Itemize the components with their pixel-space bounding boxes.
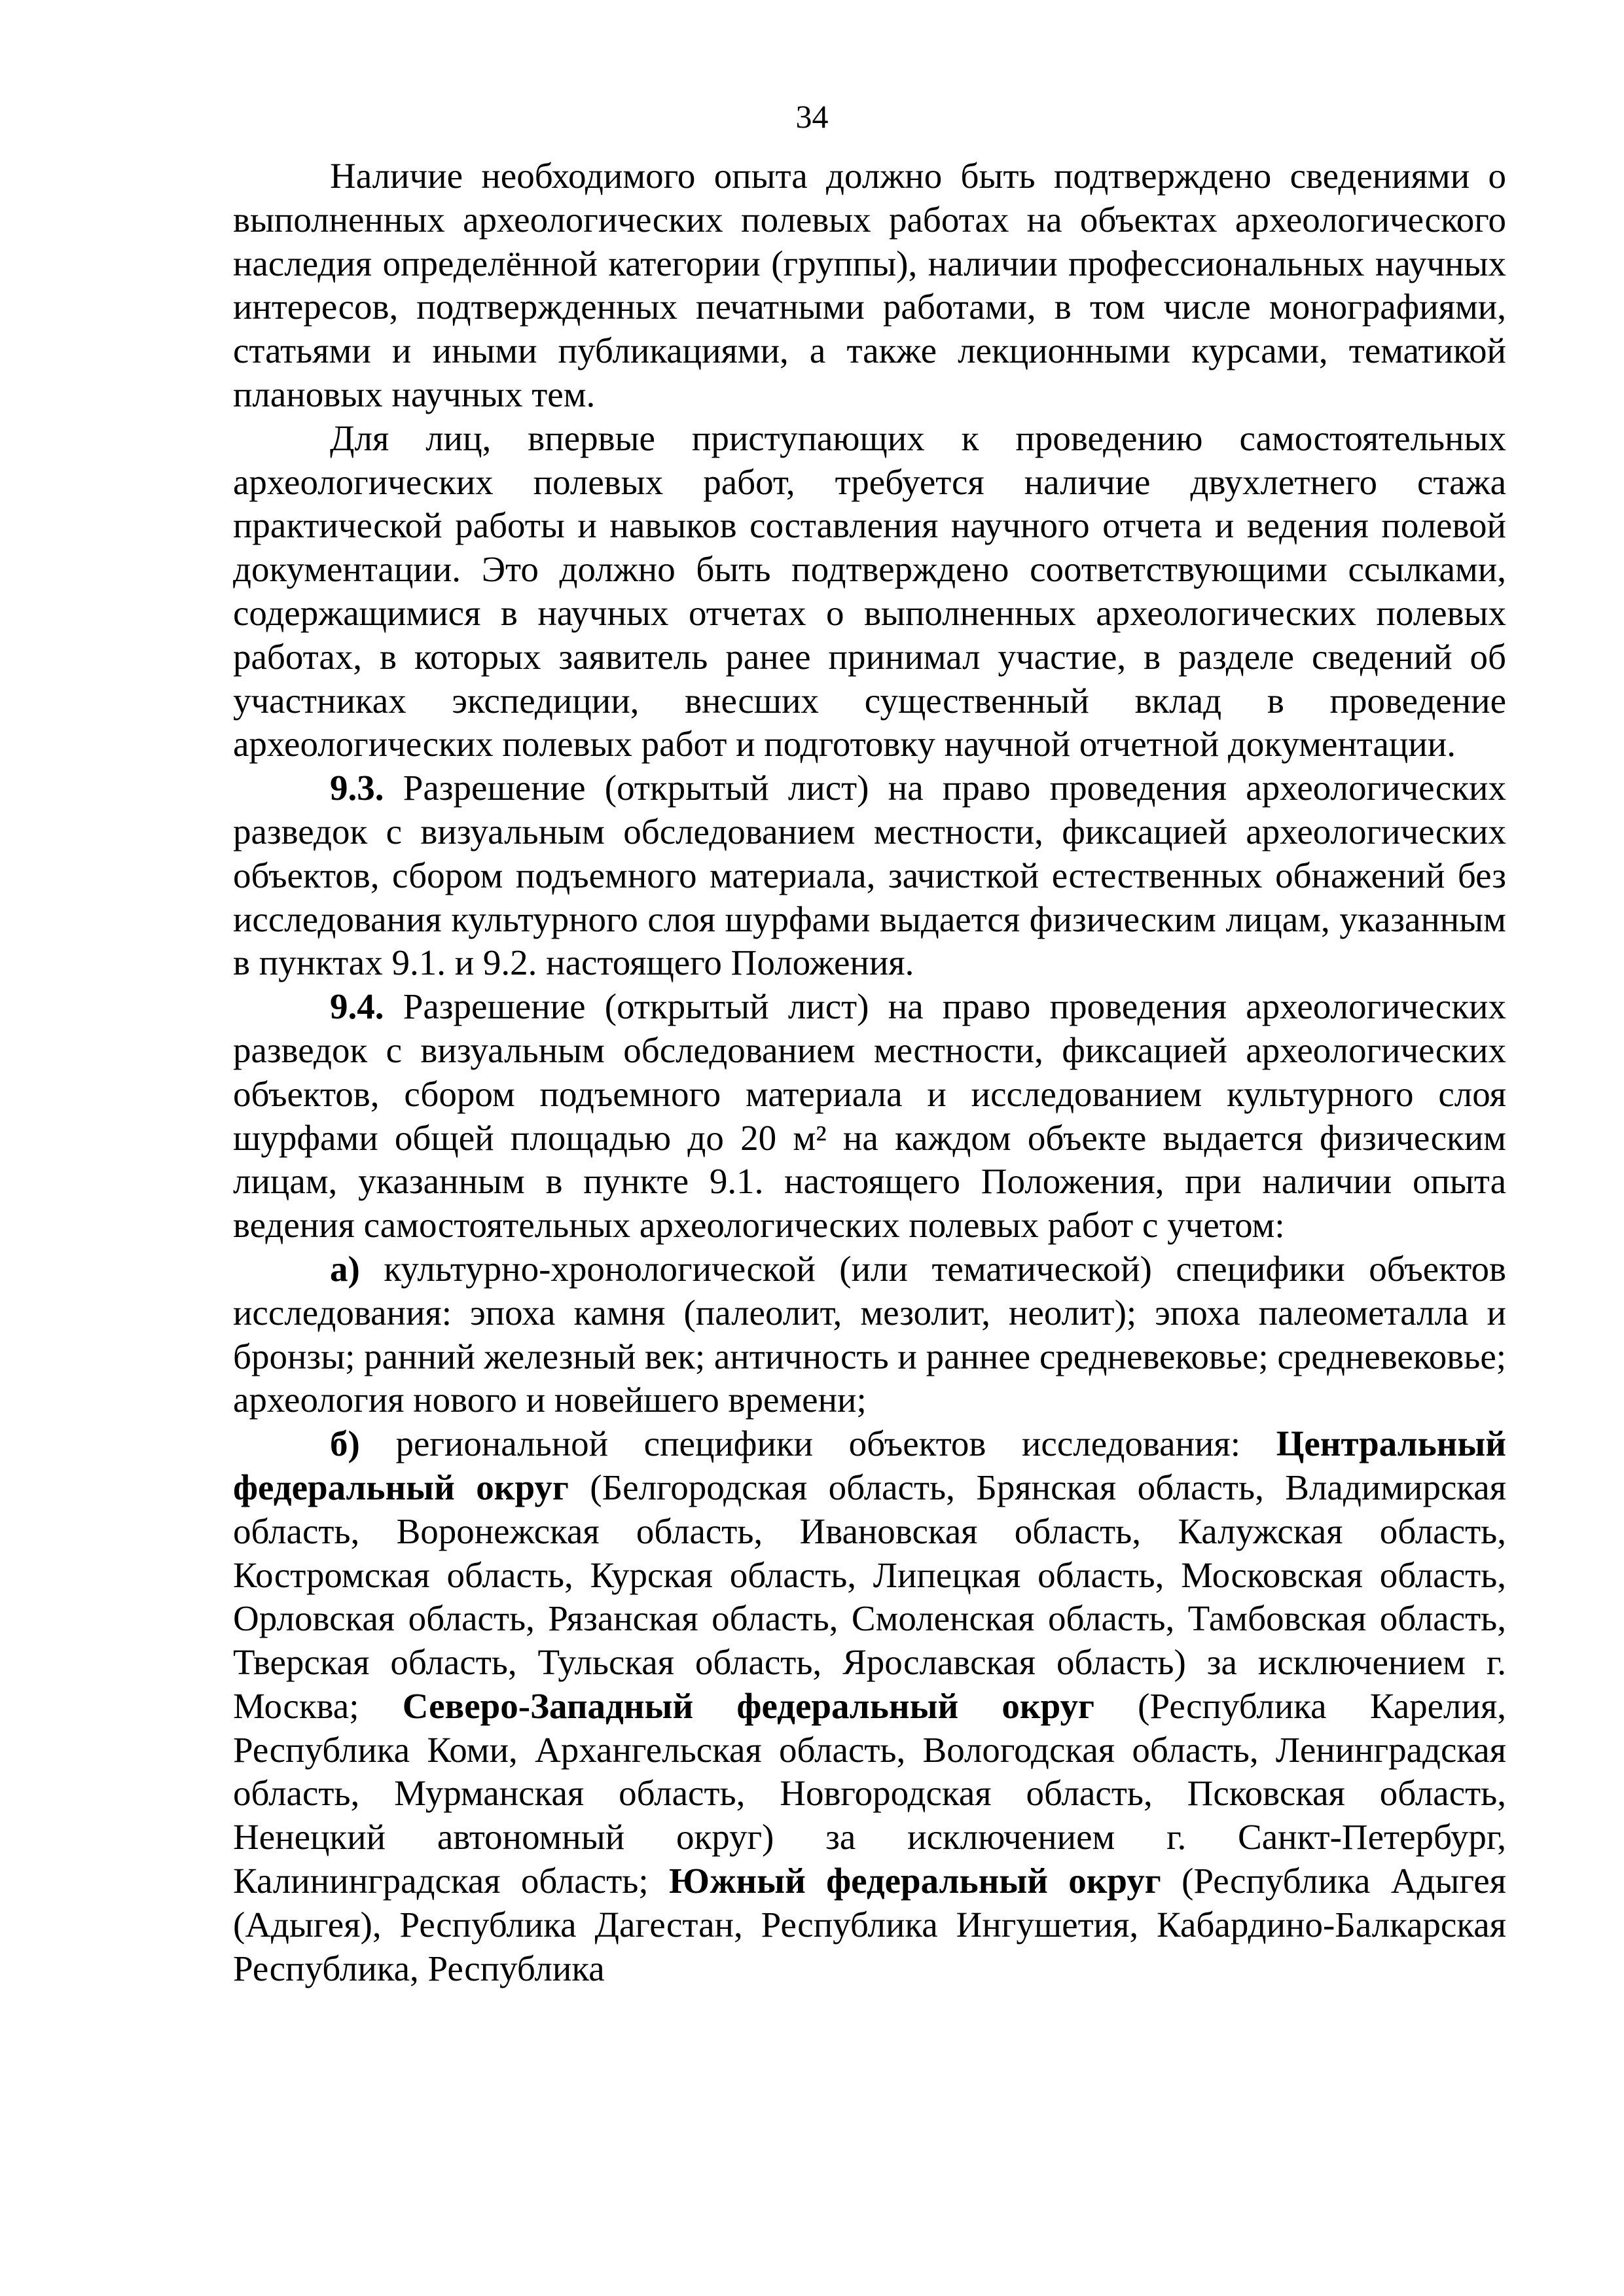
text-run: (Белгородская область, Брянская область, Владимирская область, Воронежская область, Ивановская область, Калужская область, Костромская область, Курская область, Липецкая область, Московская область, Орловская область, Рязанская область, Смоленская область, Тамбовская область, Тверская область, Тульская область, Ярославская область) за исключением г. Москва; xyxy=(233,1467,1507,1726)
text-run: Наличие необходимого опыта должно быть подтверждено сведениями о выполненных археологических полевых работах на объектах археологического наследия определённой категории (группы), наличии профессиональных научных интересов, подтвержденных печатными работами, в том числе монографиями, статьями и иными публикациями, а также лекционными курсами, тематикой плановых научных тем. xyxy=(233,156,1506,414)
text-run: Для лиц, впервые приступающих к проведению самостоятельных археологических полевых работ, требуется наличие двухлетнего стажа практической работы и навыков составления научного отчета и ведения полевой документации. Это должно быть подтверждено соответствующими ссылками, содержащимися в научных отчетах о выполненных археологических полевых работах, в которых заявитель ранее принимал участие, в разделе сведений об участниках экспедиции, внесших существенный вклад в проведение археологических полевых работ и подготовку научной отчетной документации. xyxy=(233,418,1506,764)
paragraph xyxy=(233,766,1506,985)
text-run: культурно-хронологической (или тематической) специфики объектов исследования: эпоха камня (палеолит, мезолит, неолит); эпоха палеометалла и бронзы; ранний железный век; античность и раннее средневековье; средневековье; археология нового и новейшего времени; xyxy=(233,1248,1507,1420)
paragraph xyxy=(233,1247,1506,1422)
text-run: (Республика Карелия, Республика Коми, Архангельская область, Вологодская область, Ленинградская область, Мурманская область, Новгородская область, Псковская область, Ненецкий автономный округ) за исключением г. Санкт-Петербург, Калининградская область; xyxy=(233,1685,1506,1901)
section-number: 9.4. xyxy=(330,986,384,1027)
list-marker: а) xyxy=(330,1248,360,1289)
page-number: 34 xyxy=(795,98,829,135)
list-marker: б) xyxy=(330,1424,360,1464)
body-text xyxy=(233,154,1506,1990)
district-name: Южный федеральный округ xyxy=(668,1861,1161,1901)
paragraph xyxy=(233,154,1506,417)
text-run: Разрешение (открытый лист) на право проведения археологических разведок с визуальным обследованием местности, фиксацией археологических объектов, сбором подъемного материала, зачисткой естественных обнажений без исследования культурного слоя шурфами выдается физическим лицам, указанным в пунктах 9.1. и 9.2. настоящего Положения. xyxy=(233,768,1506,983)
text-run: Разрешение (открытый лист) на право проведения археологических разведок с визуальным обследованием местности, фиксацией археологических объектов, сбором подъемного материала и исследованием культурного слоя шурфами общей площадью до 20 м² на каждом объекте выдается физическим лицам, указанным в пункте 9.1. настоящего Положения, при наличии опыта ведения самостоятельных археологических полевых работ с учетом: xyxy=(233,986,1506,1246)
text-run: региональной специфики объектов исследования: xyxy=(359,1424,1276,1464)
district-name: Северо-Западный федеральный округ xyxy=(402,1685,1094,1726)
paragraph xyxy=(233,1422,1506,1990)
section-number: 9.3. xyxy=(330,768,384,808)
text-run: (Республика Адыгея (Адыгея), Республика Дагестан, Республика Ингушетия, Кабардино-Балкарская Республика, Республика xyxy=(233,1861,1507,1988)
paragraph xyxy=(233,417,1506,766)
paragraph xyxy=(233,985,1506,1247)
district-name: Центральный федеральный округ xyxy=(233,1424,1506,1507)
